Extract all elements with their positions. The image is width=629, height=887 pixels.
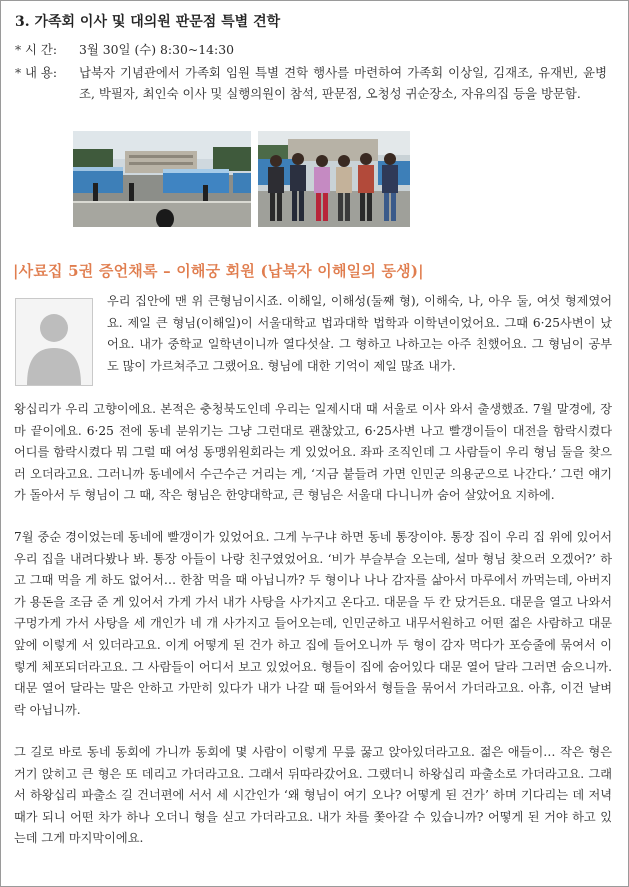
group-photo-icon xyxy=(258,131,410,227)
content-label: 내 용: xyxy=(25,65,58,80)
content-label-row xyxy=(15,62,79,83)
section-title: 3. 가족회 이사 및 대의원 판문점 특별 견학 xyxy=(15,14,281,30)
group-photo xyxy=(258,131,410,227)
panmunjom-buildings-photo-icon xyxy=(73,131,251,227)
interview-paragraph: 그 길로 바로 동네 동회에 가니까 동회에 몇 사람이 이렇게 무릎 꿇고 앉아있더라고요. 젊은 애들이… 작은 형은 거기 앉히고 큰 형은 또 데리고 가더라고요. 그래서 뒤따라갔어요. 그랬더니 하왕십리 파출소로 가더라고요. 그래서 하왕십리 파출소 길 건너편에 서서 세 시간인가 ‘왜 형님이 여기 오나? 어떻게 된 건가’ 하며 기다리는 데 저녁때가 되니 어떤 차가 하나 오더니 형을 싣고 가더라고요. 내가 차를 쫓아갈 수 있습니까? 어떻게 된 거야 하고 있는데 그게 마지막이에요. xyxy=(14,745,612,846)
time-row xyxy=(15,39,234,60)
person-avatar-icon xyxy=(15,298,93,386)
bullet-star: * xyxy=(15,65,22,80)
time-value: 3월 30일 (수) 8:30~14:30 xyxy=(79,42,234,57)
time-label: 시 간: xyxy=(25,42,58,57)
interview-paragraph: 왕십리가 우리 고향이에요. 본적은 충청북도인데 우리는 일제시대 때 서울로 이사 와서 출생했죠. 7월 말경에, 장마 끝이에요. 6·25 전에 동네 분위기는 그냥 그런대로 괜찮았고, 6·25사변 나고 빨갱이들이 대전을 함락시켰다 어디를 함락시켰다 뭐 그럴 때 여성 동맹위원회라는 게 있었어요. 좌파 조직인데 그 사람들이 우리 형님 둘을 찾으러 오더라고요. 그러니까 동네에서 수근수근 거리는 게, ‘지금 붙들려 가면 인민군 의용군으로 나간다.’ 그런 얘기가 돌아서 두 형님이 그 때, 작은 형님은 한양대학교, 큰 형님은 서울대 다니니까 숨어 살았어요 지하에. xyxy=(14,402,612,503)
bullet-star: * xyxy=(15,42,22,57)
panmunjom-photo xyxy=(73,131,251,227)
interview-paragraph: 7월 중순 경이었는데 동네에 빨갱이가 있었어요. 그게 누구냐 하면 동네 통장이야. 통장 집이 우리 집 위에 있어서 우리 집을 내려다봤나 봐. 통장 아들이 나랑 친구였었어요. ‘비가 부슬부슬 오는데, 설마 형님 찾으러 오겠어?’ 하고 그때 먹을 게 하도 없어서… 한참 먹을 때 아닙니까? 두 형이나 나나 감자를 삶아서 마루에서 까먹는데, 아버지가 용돈을 조금 준 게 있어서 가게 가서 내가 사탕을 사가지고 온다고. 대문을 두 칸 닸거든요. 대문을 열고 나와서 구멍가게 가서 사탕을 세 개인가 네 개 사가지고 들어오는데, 인민군하고 내무서원하고 어떤 젊은 사람하고 대문 앞에 이렇게 서 있더라고요. 이게 어떻게 된 건가 하고 집에 들어오니까 두 형이 감자 먹다가 포승줄에 묶여서 이렇게 체포되더라고요. 그 사람들이 어디서 보고 있었어요. 형들이 집에 숨어있다 대문 열어 달라 그러면 숨으니까. 대문 열어 달라는 말은 안하고 가만히 있다가 내가 나갈 때 들어와서 형들을 묶어서 가더라고요. 아휴, 이건 날벼락 아닙니까. xyxy=(14,530,612,717)
interview-paragraph: 우리 집안에 맨 위 큰형님이시죠. 이해일, 이해성(둘째 형), 이해숙, 나, 아우 둘, 여섯 형제였어요. 제일 큰 형님(이해일)이 서울대학교 법과대학 법학과 이학년이었어요. 그때 6·25사변이 났어요. 내가 중학교 일학년이니까 열다섯살. 그 형하고 나하고는 아주 친했어요. 그 형님이 공부도 많이 가르쳐주고 그랬어요. 형님에 대한 기억이 제일 많죠 내가. xyxy=(107,294,612,373)
content-value: 납북자 기념관에서 가족회 임원 특별 견학 행사를 마련하여 가족회 이상일, 김재조, 유재빈, 윤병조, 박필자, 최인숙 이사 및 실행의원이 참석, 판문점, 오청성 귀순장소, 자유의집 등을 방문함. xyxy=(79,65,607,101)
interview-title: |사료집 5권 증언채록 – 이해궁 회원 (납북자 이해일의 동생)| xyxy=(13,262,424,280)
